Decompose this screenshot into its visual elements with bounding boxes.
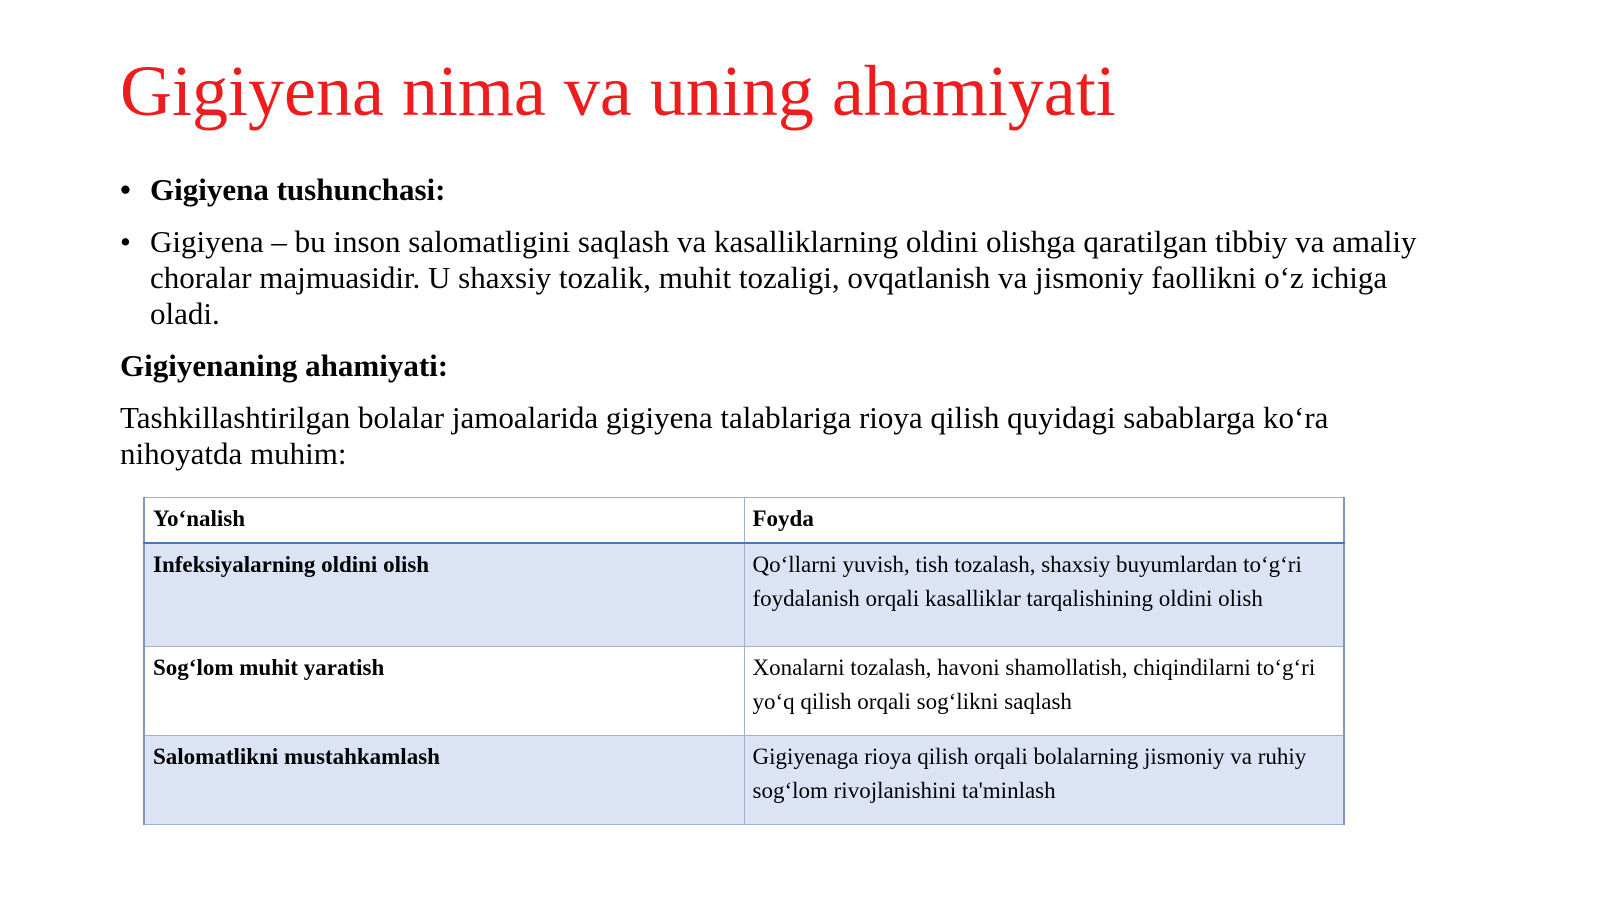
bullet-item bbox=[120, 224, 1450, 332]
table-cell-benefit: Qo‘llarni yuvish, tish tozalash, shaxsiy buyumlardan to‘g‘ri foydalanish orqali kasalliklar tarqalishining oldini olish bbox=[744, 543, 1344, 647]
table-cell-direction: Sog‘lom muhit yaratish bbox=[144, 647, 744, 736]
table-header-row bbox=[144, 498, 1344, 544]
slide-title: Gigiyena nima va uning ahamiyati bbox=[120, 51, 1116, 131]
table-header-cell: Yo‘nalish bbox=[144, 498, 744, 544]
slide-body bbox=[120, 172, 1450, 488]
benefits-table bbox=[143, 497, 1345, 825]
bullet-marker: • bbox=[120, 224, 131, 259]
table-header-cell: Foyda bbox=[744, 498, 1344, 544]
table-cell-direction: Infeksiyalarning oldini olish bbox=[144, 543, 744, 647]
bullet-text: Gigiyena tushunchasi: bbox=[150, 172, 446, 207]
bullet-text: Gigiyena – bu inson salomatligini saqlash va kasalliklarning oldini olishga qaratilgan tibbiy va amaliy choralar majmuasidir. U shaxsiy tozalik, muhit tozaligi, ovqatlanish va jismoniy faollikni o‘z ichiga oladi. bbox=[150, 224, 1417, 331]
table-row bbox=[144, 647, 1344, 736]
table-row bbox=[144, 736, 1344, 825]
bullet-marker: • bbox=[120, 172, 131, 207]
table-cell-direction: Salomatlikni mustahkamlash bbox=[144, 736, 744, 825]
section-paragraph: Tashkillashtirilgan bolalar jamoalarida gigiyena talablariga rioya qilish quyidagi sabablarga ko‘ra nihoyatda muhim: bbox=[120, 400, 1329, 471]
bullet-item bbox=[120, 172, 1450, 208]
table-cell-benefit: Xonalarni tozalash, havoni shamollatish, chiqindilarni to‘g‘ri yo‘q qilish orqali sog‘likni saqlash bbox=[744, 647, 1344, 736]
section-subheading: Gigiyenaning ahamiyati: bbox=[120, 348, 449, 383]
table-row bbox=[144, 543, 1344, 647]
benefits-table-wrapper bbox=[143, 497, 1343, 825]
table-cell-benefit: Gigiyenaga rioya qilish orqali bolalarning jismoniy va ruhiy sog‘lom rivojlanishini ta'minlash bbox=[744, 736, 1344, 825]
